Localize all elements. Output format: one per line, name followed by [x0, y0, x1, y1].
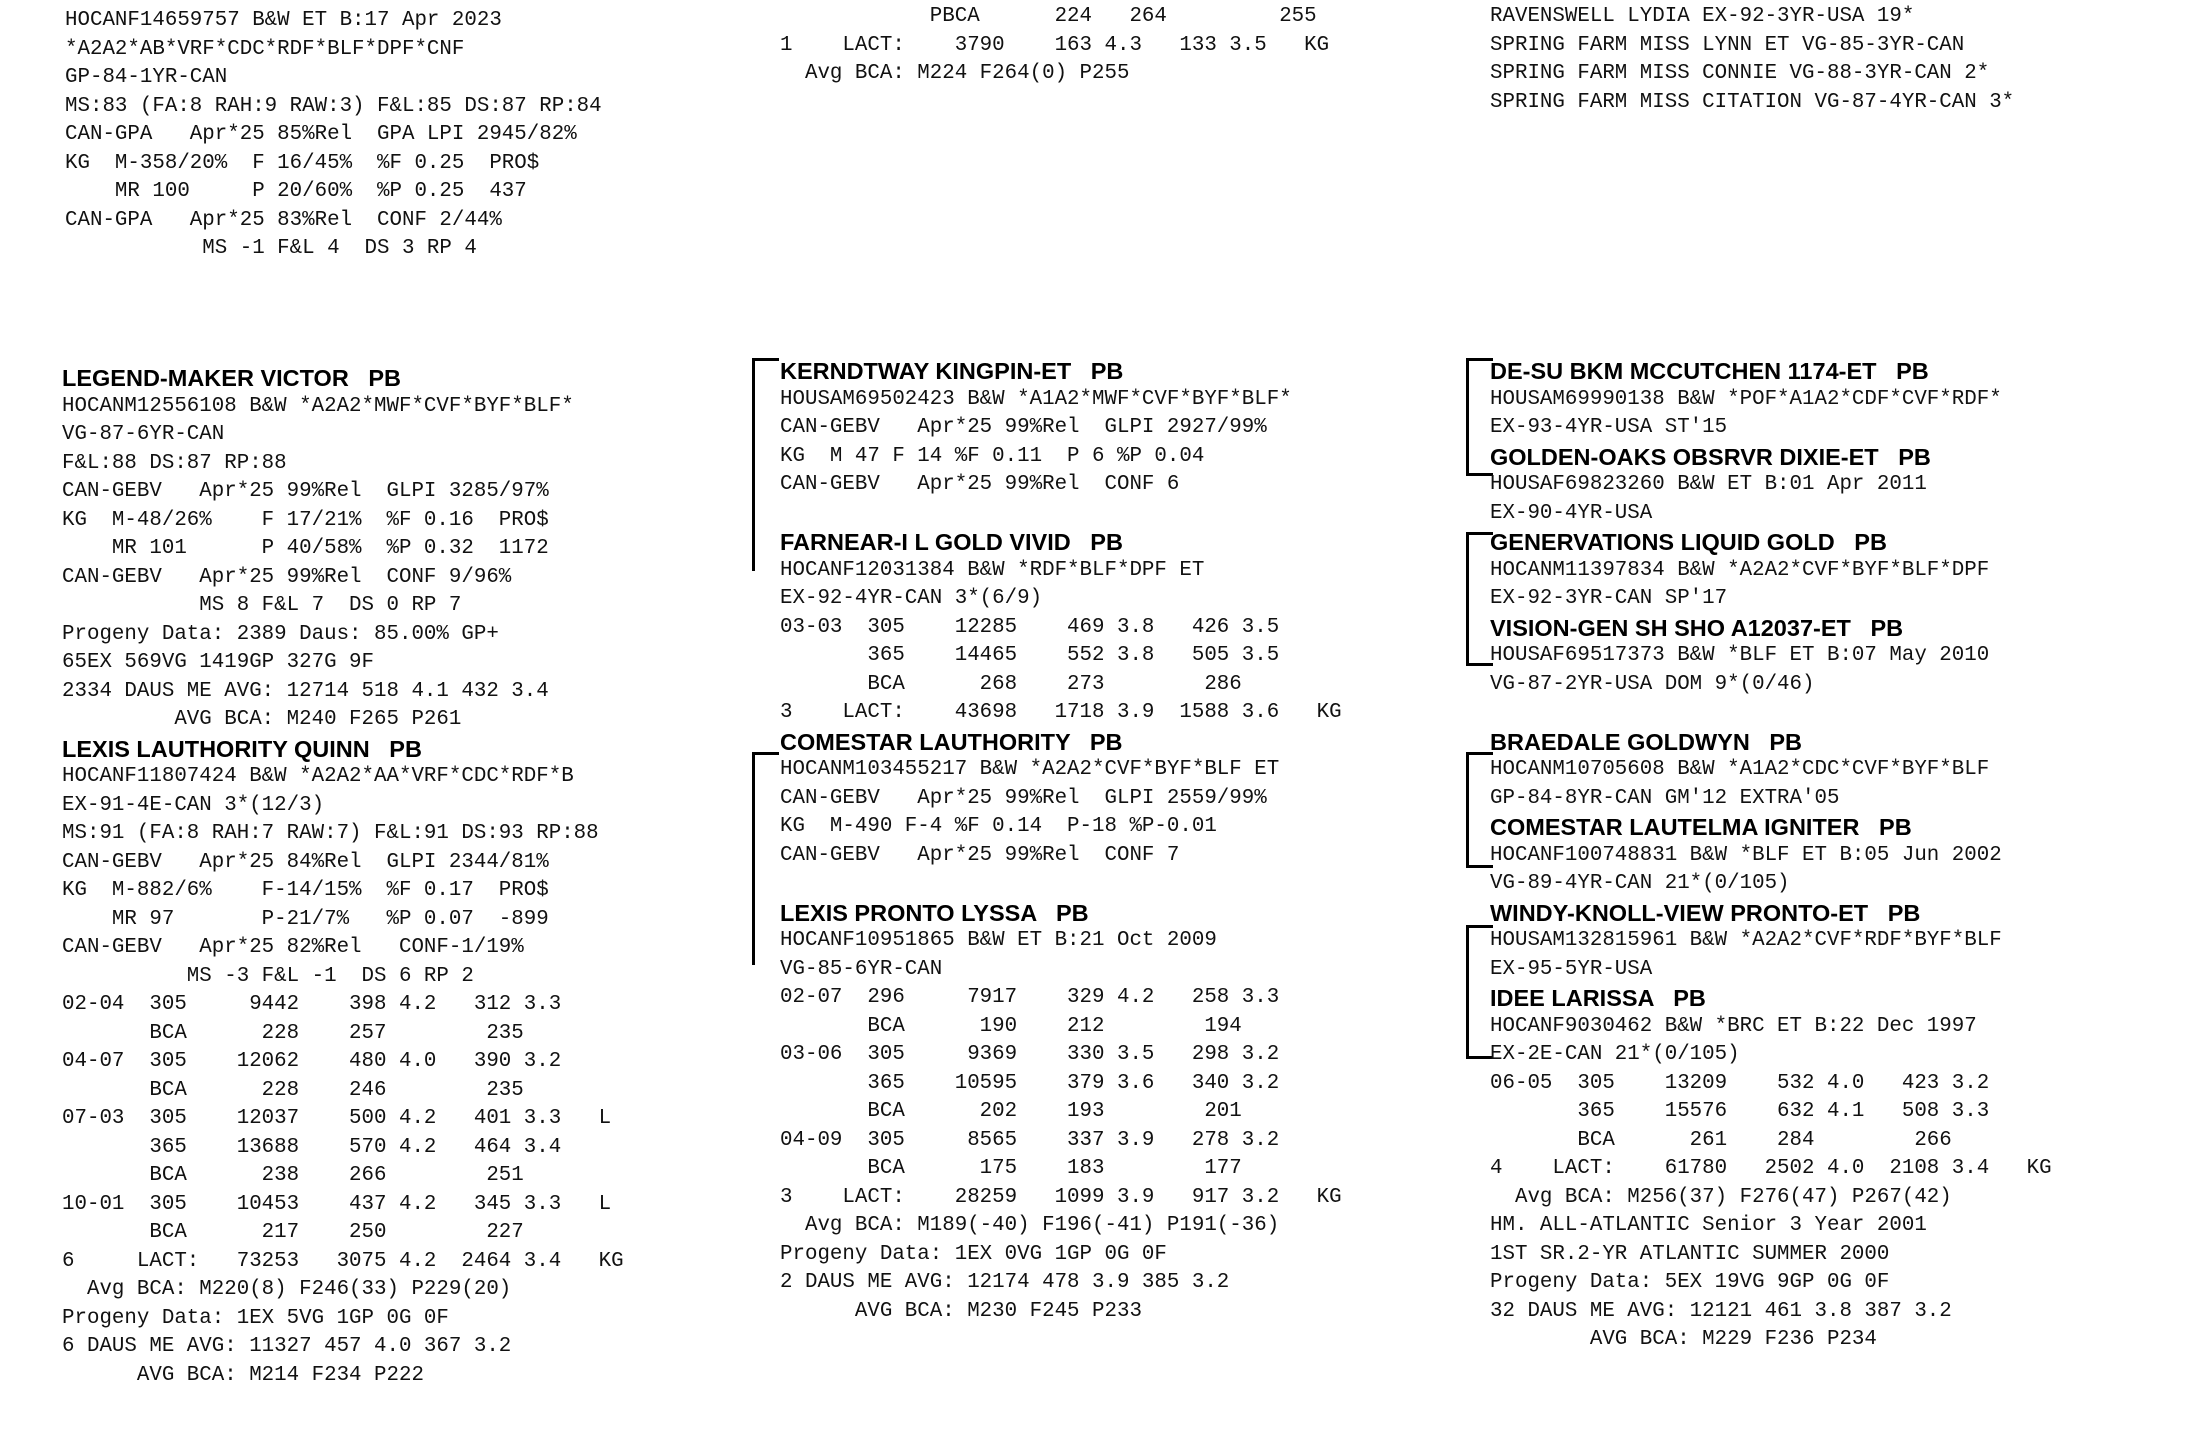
text-line: HOCANM11397834 B&W *A2A2*CVF*BYF*BLF*DPF: [1490, 558, 1990, 582]
text-line: MS -1 F&L 4 DS 3 RP 4: [65, 237, 477, 260]
pedigree-bracket: [752, 358, 779, 571]
pedigree-bracket: [1466, 752, 1493, 868]
text-line: PBCA 224 264 255: [780, 5, 1317, 28]
text-line: 1ST SR.2-YR ATLANTIC SUMMER 2000: [1490, 1242, 1890, 1266]
text-line: Progeny Data: 1EX 5VG 1GP 0G 0F: [62, 1306, 449, 1330]
text-line: 1 LACT: 3790 163 4.3 133 3.5 KG: [780, 33, 1330, 57]
text-line: 04-09 305 8565 337 3.9 278 3.2: [780, 1128, 1280, 1152]
text-line: BCA 217 250 227: [62, 1221, 524, 1244]
text-line: HOCANM12556108 B&W *A2A2*MWF*CVF*BYF*BLF*: [62, 394, 574, 418]
text-line: EX-92-4YR-CAN 3*(6/9): [780, 587, 1043, 610]
text-line: AVG BCA: M214 F234 P222: [62, 1363, 424, 1387]
text-line: 365 15576 632 4.1 508 3.3: [1490, 1100, 1990, 1123]
text-line: HOUSAF69517373 B&W *BLF ET B:07 May 2010: [1490, 644, 1990, 667]
text-line: Avg BCA: M189(-40) F196(-41) P191(-36): [780, 1214, 1280, 1237]
text-line: [1490, 699, 2052, 728]
text-line: [780, 870, 1342, 899]
text-line: HOUSAM69990138 B&W *POF*A1A2*CDF*CVF*RDF*: [1490, 387, 2002, 411]
text-line: MR 101 P 40/58% %P 0.32 1172: [62, 537, 549, 560]
text-line: CAN-GEBV Apr*25 99%Rel GLPI 3285/97%: [62, 480, 549, 503]
text-line: 03-03 305 12285 469 3.8 426 3.5: [780, 615, 1280, 639]
animal-name: COMESTAR LAUTELMA IGNITER PB: [1490, 814, 1912, 840]
text-line: MS:83 (FA:8 RAH:9 RAW:3) F&L:85 DS:87 RP:84: [65, 94, 602, 118]
animal-name: VISION-GEN SH SHO A12037-ET PB: [1490, 614, 1904, 641]
text-line: 3 LACT: 28259 1099 3.9 917 3.2 KG: [780, 1185, 1342, 1209]
text-line: KG M 47 F 14 %F 0.11 P 6 %P 0.04: [780, 444, 1205, 468]
text-line: KG M-48/26% F 17/21% %F 0.16 PRO$: [62, 508, 549, 532]
text-line: VG-85-6YR-CAN: [780, 957, 943, 981]
top-right-block: [1490, 3, 2014, 117]
animal-name: LEXIS PRONTO LYSSA PB: [780, 899, 1089, 926]
text-line: BCA 238 266 251: [62, 1164, 524, 1187]
text-line: AVG BCA: M229 F236 P234: [1490, 1328, 1877, 1351]
text-line: 6 DAUS ME AVG: 11327 457 4.0 367 3.2: [62, 1335, 512, 1358]
text-line: CAN-GEBV Apr*25 99%Rel CONF 6: [780, 473, 1180, 496]
text-line: MR 97 P-21/7% %P 0.07 -899: [62, 907, 549, 931]
text-line: CAN-GEBV Apr*25 99%Rel GLPI 2559/99%: [780, 786, 1267, 810]
text-line: 365 13688 570 4.2 464 3.4: [62, 1135, 562, 1159]
text-line: Avg BCA: M224 F264(0) P255: [780, 62, 1130, 85]
text-line: 02-07 296 7917 329 4.2 258 3.3: [780, 986, 1280, 1009]
text-line: HOUSAM132815961 B&W *A2A2*CVF*RDF*BYF*BLF: [1490, 929, 2002, 952]
text-line: 06-05 305 13209 532 4.0 423 3.2: [1490, 1071, 1990, 1095]
text-line: 10-01 305 10453 437 4.2 345 3.3 L: [62, 1192, 612, 1216]
text-line: 07-03 305 12037 500 4.2 401 3.3 L: [62, 1107, 612, 1130]
animal-name: FARNEAR-I L GOLD VIVID PB: [780, 529, 1123, 555]
text-line: EX-95-5YR-USA: [1490, 957, 1653, 981]
animal-name: IDEE LARISSA PB: [1490, 985, 1706, 1011]
text-line: AVG BCA: M240 F265 P261: [62, 708, 462, 731]
animal-name: GOLDEN-OAKS OBSRVR DIXIE-ET PB: [1490, 443, 1931, 470]
text-line: CAN-GEBV Apr*25 84%Rel GLPI 2344/81%: [62, 850, 549, 874]
text-line: [780, 500, 1342, 529]
text-line: EX-91-4E-CAN 3*(12/3): [62, 793, 325, 817]
text-line: HOCANF100748831 B&W *BLF ET B:05 Jun 2002: [1490, 843, 2002, 867]
text-line: BCA 202 193 201: [780, 1100, 1242, 1123]
text-line: CAN-GEBV Apr*25 99%Rel GLPI 2927/99%: [780, 416, 1267, 439]
text-line: Avg BCA: M256(37) F276(47) P267(42): [1490, 1185, 1952, 1209]
text-line: CAN-GEBV Apr*25 82%Rel CONF-1/19%: [62, 936, 524, 959]
text-line: VG-87-6YR-CAN: [62, 423, 225, 446]
text-line: 02-04 305 9442 398 4.2 312 3.3: [62, 993, 562, 1016]
text-line: AVG BCA: M230 F245 P233: [780, 1299, 1142, 1323]
text-line: CAN-GEBV Apr*25 99%Rel CONF 7: [780, 843, 1180, 867]
pedigree-bracket: [752, 752, 779, 965]
text-line: KG M-882/6% F-14/15% %F 0.17 PRO$: [62, 879, 549, 902]
pedigree-bracket: [1466, 925, 1493, 1059]
animal-name: WINDY-KNOLL-VIEW PRONTO-ET PB: [1490, 899, 1921, 926]
text-line: HOCANF9030462 B&W *BRC ET B:22 Dec 1997: [1490, 1014, 1977, 1038]
text-line: 365 10595 379 3.6 340 3.2: [780, 1071, 1280, 1095]
text-line: BCA 175 183 177: [780, 1157, 1242, 1180]
animal-name: LEGEND-MAKER VICTOR PB: [62, 365, 402, 391]
text-line: MR 100 P 20/60% %P 0.25 437: [65, 180, 527, 203]
text-line: MS:91 (FA:8 RAH:7 RAW:7) F&L:91 DS:93 RP:88: [62, 822, 599, 845]
text-line: Avg BCA: M220(8) F246(33) P229(20): [62, 1278, 512, 1301]
text-line: HOCANM10705608 B&W *A1A2*CDC*CVF*BYF*BLF: [1490, 758, 1990, 781]
text-line: BCA 228 246 235: [62, 1078, 524, 1102]
animal-name: GENERVATIONS LIQUID GOLD PB: [1490, 529, 1887, 555]
text-line: F&L:88 DS:87 RP:88: [62, 451, 287, 475]
pedigree-column-mid: [780, 357, 1342, 1326]
text-line: HOUSAF69823260 B&W ET B:01 Apr 2011: [1490, 473, 1927, 496]
text-line: 03-06 305 9369 330 3.5 298 3.2: [780, 1043, 1280, 1066]
text-line: CAN-GPA Apr*25 83%Rel CONF 2/44%: [65, 208, 502, 232]
text-line: BCA 190 212 194: [780, 1014, 1242, 1038]
text-line: BCA 268 273 286: [780, 672, 1242, 696]
text-line: EX-93-4YR-USA ST'15: [1490, 416, 1728, 439]
text-line: 65EX 569VG 1419GP 327G 9F: [62, 651, 375, 674]
text-line: SPRING FARM MISS LYNN ET VG-85-3YR-CAN: [1490, 33, 1965, 57]
pedigree-bracket: [1466, 532, 1493, 666]
text-line: EX-2E-CAN 21*(0/105): [1490, 1043, 1740, 1066]
text-line: 3 LACT: 43698 1718 3.9 1588 3.6 KG: [780, 701, 1342, 724]
text-line: 2 DAUS ME AVG: 12174 478 3.9 385 3.2: [780, 1271, 1230, 1294]
pedigree-column-right: [1490, 357, 2052, 1355]
text-line: 6 LACT: 73253 3075 4.2 2464 3.4 KG: [62, 1249, 624, 1273]
animal-name: DE-SU BKM MCCUTCHEN 1174-ET PB: [1490, 358, 1929, 384]
pedigree-bracket: [1466, 358, 1493, 476]
text-line: KG M-358/20% F 16/45% %F 0.25 PRO$: [65, 151, 540, 175]
text-line: HOCANF10951865 B&W ET B:21 Oct 2009: [780, 929, 1217, 952]
text-line: EX-92-3YR-CAN SP'17: [1490, 587, 1728, 610]
text-line: *A2A2*AB*VRF*CDC*RDF*BLF*DPF*CNF: [65, 37, 465, 61]
text-line: 32 DAUS ME AVG: 12121 461 3.8 387 3.2: [1490, 1299, 1952, 1323]
text-line: 04-07 305 12062 480 4.0 390 3.2: [62, 1050, 562, 1073]
text-line: KG M-490 F-4 %F 0.14 P-18 %P-0.01: [780, 815, 1217, 838]
text-line: MS -3 F&L -1 DS 6 RP 2: [62, 964, 474, 988]
animal-name: BRAEDALE GOLDWYN PB: [1490, 728, 1803, 755]
top-mid-block: [780, 3, 1329, 89]
animal-name: LEXIS LAUTHORITY QUINN PB: [62, 735, 422, 762]
text-line: 365 14465 552 3.8 505 3.5: [780, 644, 1280, 667]
text-line: HM. ALL-ATLANTIC Senior 3 Year 2001: [1490, 1214, 1927, 1237]
text-line: HOCANF11807424 B&W *A2A2*AA*VRF*CDC*RDF*B: [62, 765, 574, 788]
text-line: VG-87-2YR-USA DOM 9*(0/46): [1490, 672, 1815, 696]
text-line: HOCANM103455217 B&W *A2A2*CVF*BYF*BLF ET: [780, 758, 1280, 781]
text-line: 2334 DAUS ME AVG: 12714 518 4.1 432 3.4: [62, 679, 549, 703]
text-line: GP-84-8YR-CAN GM'12 EXTRA'05: [1490, 786, 1840, 810]
text-line: BCA 228 257 235: [62, 1021, 524, 1045]
text-line: Progeny Data: 2389 Daus: 85.00% GP+: [62, 622, 499, 646]
text-line: Progeny Data: 1EX 0VG 1GP 0G 0F: [780, 1242, 1167, 1266]
text-line: CAN-GPA Apr*25 85%Rel GPA LPI 2945/82%: [65, 123, 577, 146]
text-line: CAN-GEBV Apr*25 99%Rel CONF 9/96%: [62, 565, 512, 589]
text-line: RAVENSWELL LYDIA EX-92-3YR-USA 19*: [1490, 5, 1915, 28]
top-left-block: [65, 7, 602, 264]
text-line: VG-89-4YR-CAN 21*(0/105): [1490, 872, 1790, 895]
text-line: Progeny Data: 5EX 19VG 9GP 0G 0F: [1490, 1271, 1890, 1294]
text-line: 4 LACT: 61780 2502 4.0 2108 3.4 KG: [1490, 1157, 2052, 1180]
text-line: HOCANF12031384 B&W *RDF*BLF*DPF ET: [780, 558, 1205, 582]
text-line: SPRING FARM MISS CONNIE VG-88-3YR-CAN 2*: [1490, 62, 1990, 85]
text-line: HOUSAM69502423 B&W *A1A2*MWF*CVF*BYF*BLF*: [780, 387, 1292, 411]
text-line: HOCANF14659757 B&W ET B:17 Apr 2023: [65, 9, 502, 32]
pedigree-column-left: [62, 364, 624, 1390]
text-line: GP-84-1YR-CAN: [65, 66, 228, 89]
animal-name: COMESTAR LAUTHORITY PB: [780, 728, 1123, 755]
text-line: MS 8 F&L 7 DS 0 RP 7: [62, 594, 462, 617]
text-line: SPRING FARM MISS CITATION VG-87-4YR-CAN 3*: [1490, 90, 2015, 114]
text-line: EX-90-4YR-USA: [1490, 501, 1653, 525]
text-line: BCA 261 284 266: [1490, 1128, 1952, 1152]
animal-name: KERNDTWAY KINGPIN-ET PB: [780, 358, 1124, 384]
